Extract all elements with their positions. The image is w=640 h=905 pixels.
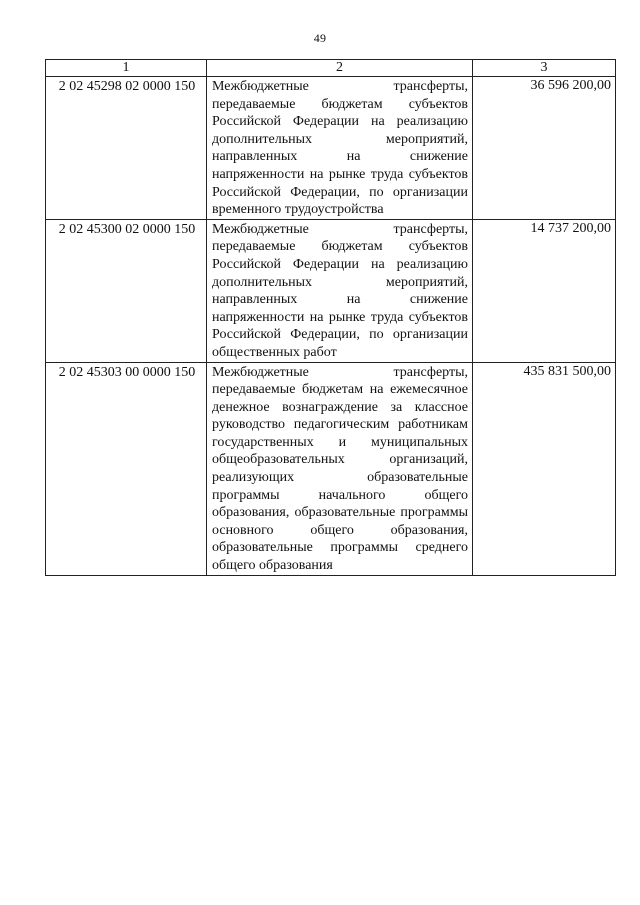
row-name-text: Межбюджетные трансферты, передаваемые бюджетам субъектов Российской Федерации на реализацию дополнительных мероприятий, направленных на снижение напряженности на рынке труда субъектов Российской Федерации, по организации общественных работ [212, 221, 468, 360]
row-name-text: Межбюджетные трансферты, передаваемые бюджетам на ежемесячное денежное вознаграждение за классное руководство педагогическим работникам государственных и муниципальных общеобразовательных организаций, реализующих образовательные программы начального общего образования, образовательные программы основного общего образования, образовательные программы среднего общего образования [212, 364, 468, 574]
row-name-text: Межбюджетные трансферты, передаваемые бюджетам субъектов Российской Федерации на реализацию дополнительных мероприятий, направленных на снижение напряженности на рынке труда субъектов Российской Федерации, по организации временного трудоустройства [212, 79, 468, 218]
table-header-row [46, 60, 616, 77]
row-code-cell: 2 02 45300 02 0000 150 [46, 219, 207, 362]
table-row [46, 362, 616, 575]
table-row [46, 219, 616, 362]
row-amount-cell: 435 831 500,00 [473, 362, 616, 575]
row-name-cell [207, 362, 473, 575]
row-code-cell: 2 02 45303 00 0000 150 [46, 362, 207, 575]
column-header-name: 2 [207, 60, 473, 77]
row-name-cell [207, 77, 473, 220]
row-code-cell: 2 02 45298 02 0000 150 [46, 77, 207, 220]
table-row [46, 77, 616, 220]
row-name-cell [207, 219, 473, 362]
row-amount-cell: 36 596 200,00 [473, 77, 616, 220]
column-header-code: 1 [46, 60, 207, 77]
row-amount-cell: 14 737 200,00 [473, 219, 616, 362]
page-number: 49 [313, 31, 327, 45]
column-header-amount: 3 [473, 60, 616, 77]
budget-table [45, 59, 616, 576]
